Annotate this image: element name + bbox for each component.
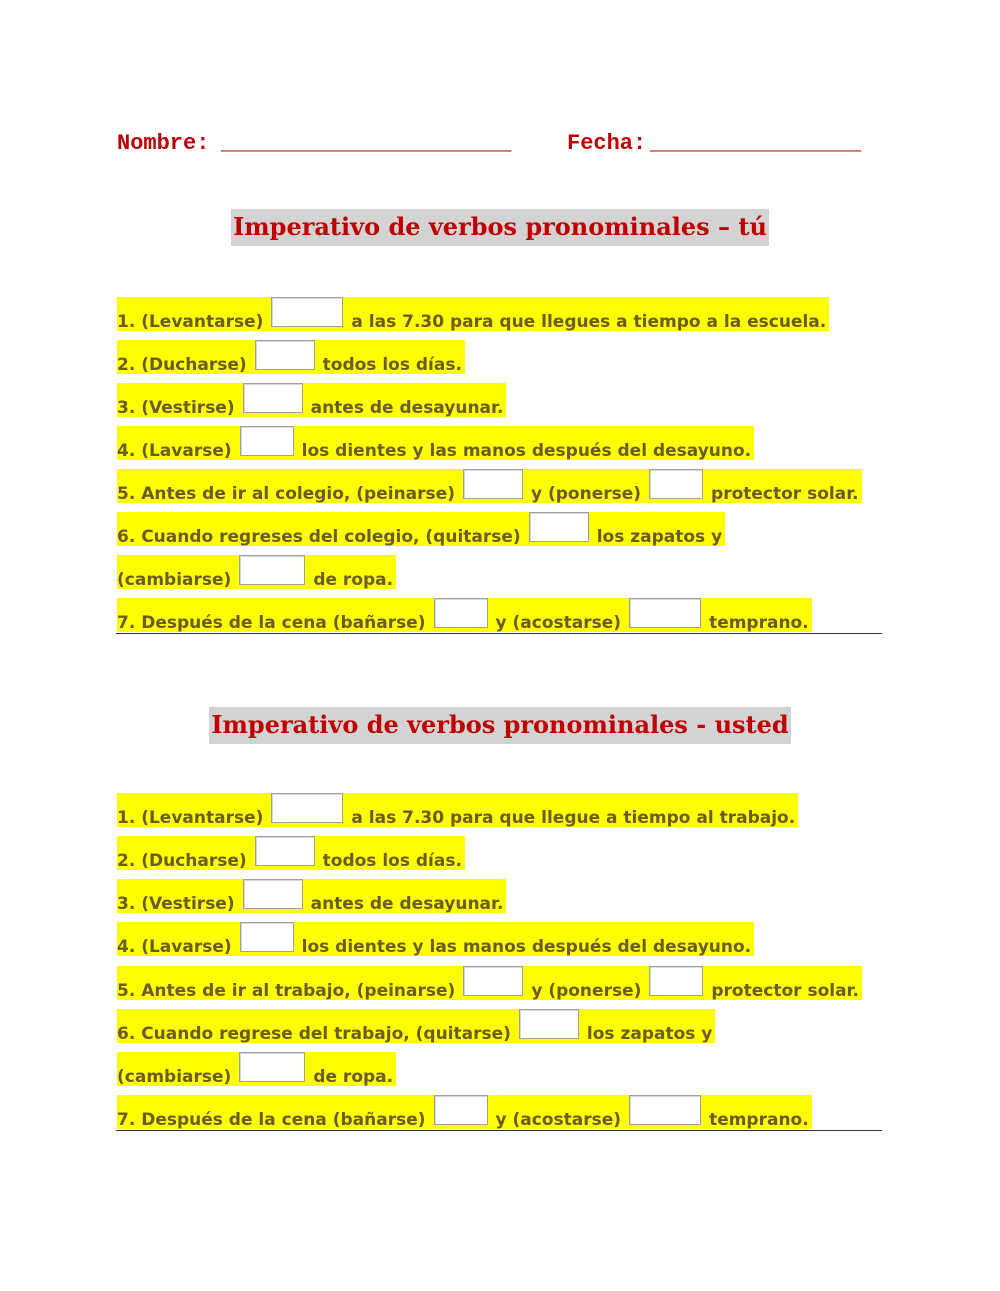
answer-input[interactable] <box>243 383 303 413</box>
answer-input[interactable] <box>649 469 703 499</box>
exercise-line <box>117 966 862 1000</box>
exercise-line <box>117 555 396 589</box>
line-text: 3. (Vestirse) <box>117 398 235 418</box>
section-title-text: Imperativo de verbos pronominales - usted <box>209 707 790 744</box>
answer-input[interactable] <box>629 1095 701 1125</box>
line-text: y (ponerse) <box>530 484 642 504</box>
line-text: y (acostarse) <box>495 1110 622 1130</box>
name-blank: ______________________ <box>221 131 512 156</box>
line-text: 4. (Lavarse) <box>117 441 232 461</box>
line-text: los dientes y las manos después del desayuno. <box>301 937 752 957</box>
answer-input[interactable] <box>519 1009 579 1039</box>
line-text: a las 7.30 para que llegue a tiempo al trabajo. <box>351 808 796 828</box>
line-text: de ropa. <box>313 1067 394 1087</box>
exercise-line <box>117 1095 812 1129</box>
section-title <box>0 710 1000 739</box>
section-title-text: Imperativo de verbos pronominales – tú <box>231 209 769 246</box>
line-text: 5. Antes de ir al trabajo, (peinarse) <box>117 981 456 1001</box>
answer-input[interactable] <box>239 1052 305 1082</box>
divider <box>116 1130 882 1131</box>
answer-input[interactable] <box>255 836 315 866</box>
line-text: 6. Cuando regrese del trabajo, (quitarse) <box>117 1024 511 1044</box>
exercise-line <box>117 1009 715 1043</box>
line-text: de ropa. <box>313 570 394 590</box>
answer-input[interactable] <box>271 793 343 823</box>
line-text: 1. (Levantarse) <box>117 312 264 332</box>
exercise-line <box>117 793 798 827</box>
answer-input[interactable] <box>649 966 703 996</box>
exercise-line <box>117 922 754 956</box>
line-text: protector solar. <box>711 484 859 504</box>
line-text: temprano. <box>709 613 809 633</box>
exercise-line <box>117 383 506 417</box>
answer-input[interactable] <box>243 879 303 909</box>
date-label: Fecha: <box>567 131 647 156</box>
answer-input[interactable] <box>629 598 701 628</box>
line-text: 2. (Ducharse) <box>117 355 247 375</box>
line-text: 6. Cuando regreses del colegio, (quitarse) <box>117 527 521 547</box>
answer-input[interactable] <box>240 426 294 456</box>
line-text: 2. (Ducharse) <box>117 851 247 871</box>
answer-input[interactable] <box>434 1095 488 1125</box>
exercise-line <box>117 469 862 503</box>
line-text: los zapatos y <box>586 1024 713 1044</box>
line-text: todos los días. <box>322 355 462 375</box>
line-text: 5. Antes de ir al colegio, (peinarse) <box>117 484 455 504</box>
line-text: a las 7.30 para que llegues a tiempo a la escuela. <box>351 312 827 332</box>
line-text: 7. Después de la cena (bañarse) <box>117 613 426 633</box>
line-text: y (acostarse) <box>495 613 622 633</box>
exercise-line <box>117 1052 396 1086</box>
line-text: 1. (Levantarse) <box>117 808 264 828</box>
answer-input[interactable] <box>463 469 523 499</box>
exercise-line <box>117 297 829 331</box>
line-text: todos los días. <box>322 851 462 871</box>
line-text: 4. (Lavarse) <box>117 937 232 957</box>
section-title <box>0 212 1000 241</box>
line-text: los zapatos y <box>596 527 723 547</box>
line-text: (cambiarse) <box>117 570 232 590</box>
line-text: protector solar. <box>711 981 859 1001</box>
answer-input[interactable] <box>239 555 305 585</box>
line-text: antes de desayunar. <box>310 894 504 914</box>
exercise-line <box>117 836 465 870</box>
answer-input[interactable] <box>434 598 488 628</box>
line-text: temprano. <box>709 1110 809 1130</box>
line-text: 7. Después de la cena (bañarse) <box>117 1110 426 1130</box>
divider <box>116 633 882 634</box>
answer-input[interactable] <box>529 512 589 542</box>
line-text: los dientes y las manos después del desayuno. <box>301 441 752 461</box>
answer-input[interactable] <box>240 922 294 952</box>
exercise-line <box>117 879 506 913</box>
answer-input[interactable] <box>255 340 315 370</box>
line-text: (cambiarse) <box>117 1067 232 1087</box>
date-blank: ________________ <box>650 131 862 156</box>
exercise-line <box>117 512 725 546</box>
answer-input[interactable] <box>271 297 343 327</box>
exercise-line <box>117 598 812 632</box>
line-text: 3. (Vestirse) <box>117 894 235 914</box>
answer-input[interactable] <box>463 966 523 996</box>
name-label: Nombre: <box>117 131 210 156</box>
line-text: antes de desayunar. <box>310 398 504 418</box>
exercise-line <box>117 340 465 374</box>
line-text: y (ponerse) <box>531 981 642 1001</box>
exercise-line <box>117 426 754 460</box>
